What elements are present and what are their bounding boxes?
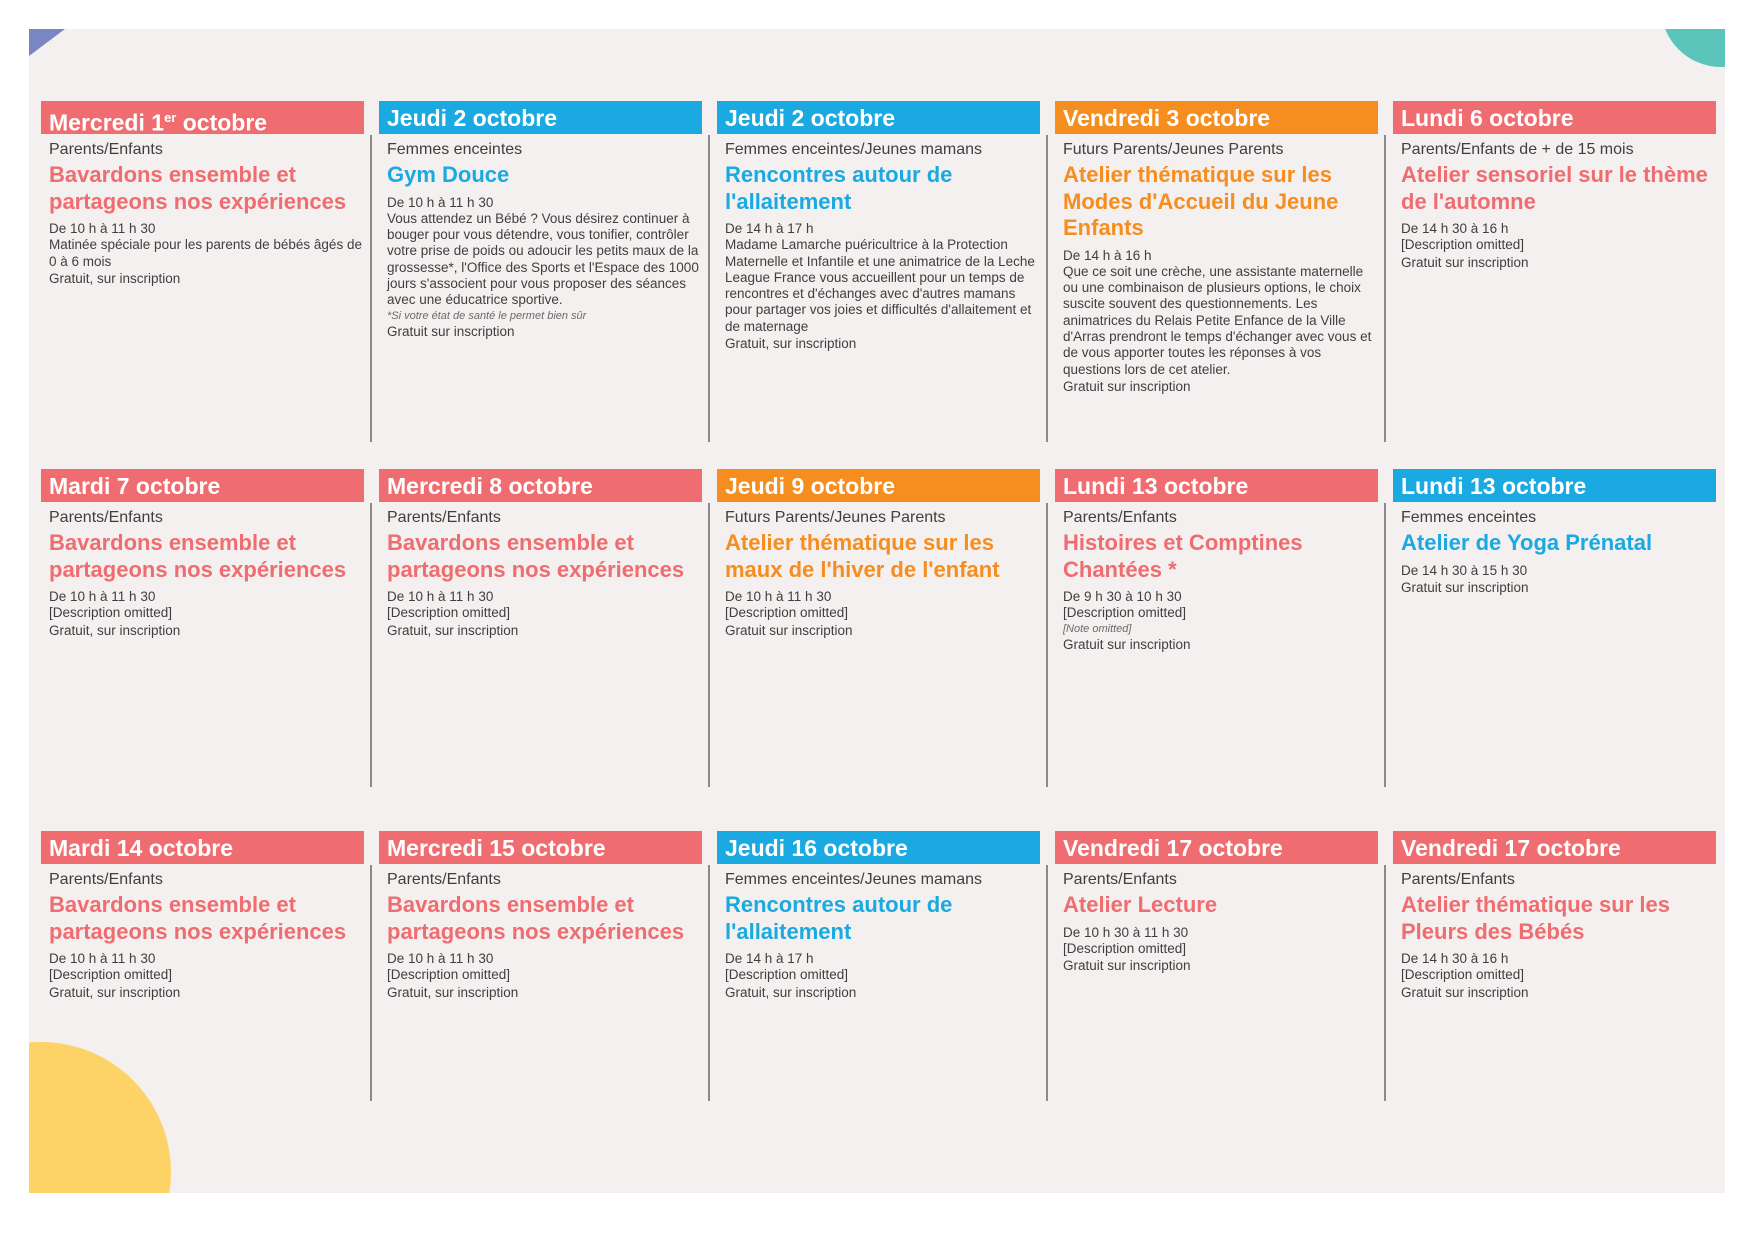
event-time: De 14 h 30 à 16 h [1401, 951, 1509, 966]
event-date-header [41, 469, 364, 502]
event-price: Gratuit, sur inscription [725, 984, 857, 1000]
event-description: [Description omitted] [725, 605, 849, 621]
event-body [379, 134, 702, 340]
event-date: Jeudi 2 octobre [725, 105, 895, 131]
event-date: Vendredi 17 octobre [1063, 835, 1283, 861]
event-date: Lundi 13 octobre [1063, 473, 1249, 499]
event-date-header [1055, 469, 1378, 502]
event-time: De 14 h à 17 h [725, 951, 814, 966]
event-title: Bavardons ensemble et partageons nos expériences [49, 162, 347, 214]
event-footnote: *Si votre état de santé le permet bien sûr [387, 309, 587, 322]
event-description: [Description omitted] [1063, 605, 1187, 621]
event-audience: Parents/Enfants [1063, 509, 1177, 526]
event-description: [Description omitted] [725, 967, 849, 983]
event-title: Rencontres autour de l'allaitement [725, 162, 953, 214]
column-divider [1384, 135, 1386, 442]
event-date: Lundi 6 octobre [1401, 105, 1574, 131]
event-time: De 10 h à 11 h 30 [387, 589, 494, 604]
event-title: Bavardons ensemble et partageons nos expériences [387, 530, 685, 582]
events-row-2 [41, 469, 1717, 787]
event-title: Atelier de Yoga Prénatal [1401, 530, 1653, 555]
event-card [717, 469, 1040, 787]
event-date: Jeudi 2 octobre [387, 105, 557, 131]
event-body [41, 864, 364, 1001]
event-time: De 10 h à 11 h 30 [49, 589, 156, 604]
event-audience: Futurs Parents/Jeunes Parents [725, 509, 946, 526]
column-divider [708, 865, 710, 1101]
event-body [41, 502, 364, 639]
column-divider [1046, 865, 1048, 1101]
event-date: Jeudi 9 octobre [725, 473, 895, 499]
event-body [1055, 134, 1378, 395]
event-description: [Description omitted] [387, 967, 511, 983]
event-audience: Futurs Parents/Jeunes Parents [1063, 141, 1284, 158]
event-card [41, 831, 364, 1101]
event-date-suffix: octobre [176, 109, 268, 136]
event-description: Vous attendez un Bébé ? Vous désirez continuer à bouger pour vous détendre, vous tonifier, contrôler votre prise de poids ou adoucir les petits maux de la grossesse*, l'Office des Sports et l'Espace des 1000 jours s'associent pour vous proposer des séances avec une éducatrice sportive. [387, 210, 699, 308]
event-price: Gratuit, sur inscription [49, 622, 181, 638]
event-price: Gratuit, sur inscription [387, 984, 519, 1000]
column-divider [708, 135, 710, 442]
event-body [379, 502, 702, 639]
event-audience: Parents/Enfants [387, 871, 501, 888]
column-divider [370, 865, 372, 1101]
event-time: De 10 h 30 à 11 h 30 [1063, 924, 1189, 940]
event-title: Atelier thématique sur les Modes d'Accueil du Jeune Enfants [1063, 162, 1339, 240]
event-body [41, 134, 364, 287]
event-audience: Parents/Enfants de + de 15 mois [1401, 141, 1634, 158]
event-card [1393, 831, 1716, 1101]
event-date-header [1393, 831, 1716, 864]
event-date: Mardi 14 octobre [49, 835, 234, 861]
event-price: Gratuit sur inscription [725, 622, 853, 638]
event-date: Lundi 13 octobre [1401, 473, 1587, 499]
events-row-1 [41, 101, 1717, 442]
event-card [717, 831, 1040, 1101]
event-date-header [717, 101, 1040, 134]
event-price: Gratuit sur inscription [1063, 637, 1191, 653]
event-title: Atelier thématique sur les Pleurs des Bébés [1401, 892, 1670, 944]
event-price: Gratuit, sur inscription [49, 270, 181, 286]
event-price: Gratuit sur inscription [1401, 984, 1529, 1000]
event-title: Atelier sensoriel sur le thème de l'automne [1401, 162, 1708, 214]
column-divider [370, 503, 372, 787]
event-body [1055, 864, 1378, 974]
event-time: De 10 h à 11 h 30 [387, 951, 494, 966]
event-date-header [1055, 101, 1378, 134]
event-time: De 9 h 30 à 10 h 30 [1063, 589, 1182, 604]
column-divider [1046, 135, 1048, 442]
event-date-header [717, 831, 1040, 864]
event-price: Gratuit sur inscription [1401, 254, 1529, 270]
event-date-superscript: er [164, 110, 177, 125]
event-price: Gratuit, sur inscription [49, 984, 181, 1000]
event-card [1055, 469, 1378, 787]
event-footnote: [Note omitted] [1063, 622, 1132, 635]
event-date: Vendredi 17 octobre [1401, 835, 1621, 861]
event-audience: Parents/Enfants [49, 509, 163, 526]
event-card [41, 469, 364, 787]
event-description: [Description omitted] [1401, 237, 1525, 253]
event-time: De 14 h à 16 h [1063, 247, 1152, 263]
event-audience: Parents/Enfants [49, 871, 163, 888]
event-body [717, 502, 1040, 639]
event-body [1393, 864, 1716, 1001]
event-card [1055, 831, 1378, 1101]
event-date: Vendredi 3 octobre [1063, 105, 1271, 131]
corner-triangle-decoration [29, 29, 65, 56]
event-date-header [379, 469, 702, 502]
event-card [41, 101, 364, 442]
event-audience: Parents/Enfants [387, 509, 501, 526]
event-time: De 14 h à 17 h [725, 221, 814, 236]
events-row-3 [41, 831, 1717, 1101]
event-date: Mardi 7 octobre [49, 473, 221, 499]
event-card [379, 831, 702, 1101]
event-date: Jeudi 16 octobre [725, 835, 908, 861]
event-title: Rencontres autour de l'allaitement [725, 892, 953, 944]
event-date-header [1393, 101, 1716, 134]
event-title: Bavardons ensemble et partageons nos expériences [49, 530, 347, 582]
event-time: De 14 h 30 à 15 h 30 [1401, 562, 1528, 578]
event-price: Gratuit sur inscription [1401, 579, 1529, 595]
corner-circle-decoration [1661, 29, 1725, 67]
event-date-header [1393, 469, 1716, 502]
event-price: Gratuit sur inscription [1063, 378, 1191, 394]
event-audience: Femmes enceintes/Jeunes mamans [725, 141, 982, 158]
event-title: Histoires et Comptines Chantées * [1063, 530, 1303, 582]
event-audience: Parents/Enfants [1063, 871, 1177, 888]
calendar-page [29, 29, 1725, 1193]
event-date: Mercredi 15 octobre [387, 835, 606, 861]
event-body [717, 134, 1040, 352]
column-divider [1384, 865, 1386, 1101]
event-body [1393, 502, 1716, 596]
event-card [1393, 101, 1716, 442]
event-description: [Description omitted] [1063, 940, 1187, 956]
event-time: De 10 h à 11 h 30 [725, 589, 832, 604]
event-date: Mercredi 8 octobre [387, 473, 593, 499]
event-title: Bavardons ensemble et partageons nos expériences [387, 892, 685, 944]
event-date-header [1055, 831, 1378, 864]
column-divider [1046, 503, 1048, 787]
event-title: Atelier Lecture [1063, 892, 1218, 917]
event-title: Bavardons ensemble et partageons nos expériences [49, 892, 347, 944]
event-title: Gym Douce [387, 162, 510, 187]
event-title: Atelier thématique sur les maux de l'hiver de l'enfant [725, 530, 1000, 582]
event-card [1393, 469, 1716, 787]
event-audience: Femmes enceintes [387, 141, 523, 158]
event-description: [Description omitted] [1401, 967, 1525, 983]
event-description: [Description omitted] [387, 605, 511, 621]
event-card [1055, 101, 1378, 442]
event-date-header [379, 101, 702, 134]
event-price: Gratuit sur inscription [1063, 958, 1191, 974]
event-card [379, 469, 702, 787]
column-divider [1384, 503, 1386, 787]
event-card [717, 101, 1040, 442]
event-body [1055, 502, 1378, 653]
event-time: De 10 h à 11 h 30 [387, 194, 494, 210]
event-description: Madame Lamarche puéricultrice à la Protection Maternelle et Infantile et une animatrice de la Leche League France vous accueillent pour un temps de rencontres et d'échanges avec d'autres mamans pour partager vos joies et difficultés d'allaitement et de maternage [725, 237, 1035, 334]
event-description: [Description omitted] [49, 967, 173, 983]
event-body [1393, 134, 1716, 271]
event-description: Matinée spéciale pour les parents de bébés âgés de 0 à 6 mois [49, 237, 362, 269]
event-description: [Description omitted] [49, 605, 173, 621]
event-time: De 14 h 30 à 16 h [1401, 221, 1509, 236]
event-audience: Femmes enceintes [1401, 509, 1537, 526]
event-card [379, 101, 702, 442]
event-audience: Femmes enceintes/Jeunes mamans [725, 871, 982, 888]
event-date-header [717, 469, 1040, 502]
event-description: Que ce soit une crèche, une assistante maternelle ou une combinaison de plusieurs options, le choix suscite souvent des questionnements. Les animatrices du Relais Petite Enfance de la Ville d'Arras prendront le temps d'échanger avec vous et de vous apporter toutes les réponses à vos questions lors de cet atelier. [1063, 263, 1372, 377]
event-price: Gratuit sur inscription [387, 324, 515, 340]
event-time: De 10 h à 11 h 30 [49, 951, 156, 966]
column-divider [370, 135, 372, 442]
column-divider [708, 503, 710, 787]
event-audience: Parents/Enfants [1401, 871, 1515, 888]
event-date-header [41, 101, 364, 134]
event-price: Gratuit, sur inscription [387, 622, 519, 638]
event-time: De 10 h à 11 h 30 [49, 221, 156, 236]
event-audience: Parents/Enfants [49, 141, 163, 158]
event-body [717, 864, 1040, 1001]
event-date-header [379, 831, 702, 864]
event-date: Mercredi 1 [49, 109, 165, 136]
event-price: Gratuit, sur inscription [725, 336, 857, 352]
event-date-header [41, 831, 364, 864]
event-body [379, 864, 702, 1001]
